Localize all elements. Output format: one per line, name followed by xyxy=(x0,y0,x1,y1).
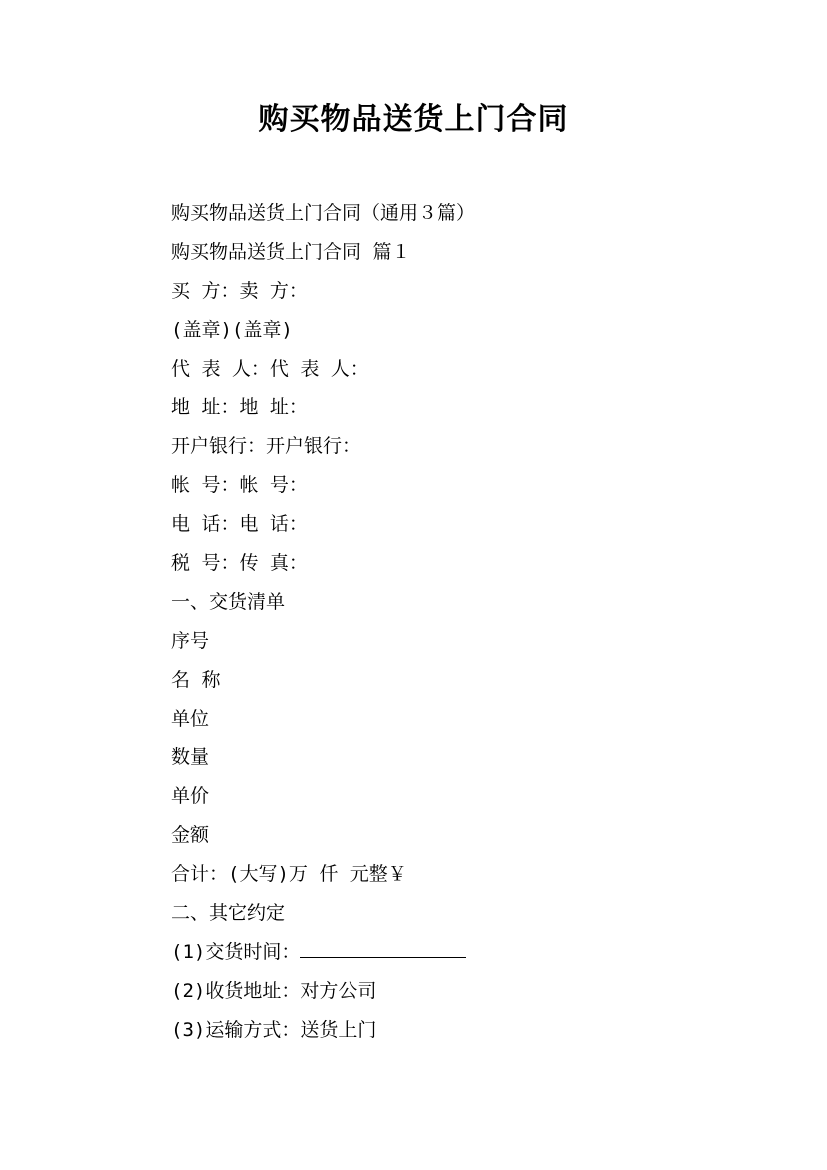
delivery-time-blank xyxy=(300,939,466,958)
party-row-seal: (盖章)(盖章) xyxy=(171,318,293,341)
party-row-bank: 开户银行：开户银行： xyxy=(171,435,362,458)
document-body xyxy=(171,194,771,1050)
party-row-address: 地 址：地 址： xyxy=(171,396,308,419)
list-item-unit-price: 单价 xyxy=(171,785,210,808)
contract-heading: 购买物品送货上门合同（通用３篇） xyxy=(171,202,476,224)
party-row-account: 帐 号：帐 号： xyxy=(171,474,308,497)
contract-subheading: 购买物品送货上门合同 篇１ xyxy=(171,240,411,263)
party-row-tax-fax: 税 号：传 真： xyxy=(171,552,308,575)
list-item-serial: 序号 xyxy=(171,629,210,652)
list-item-quantity: 数量 xyxy=(171,746,210,769)
term-transport-method: (3)运输方式：送货上门 xyxy=(171,1018,377,1041)
party-row-phone: 电 话：电 话： xyxy=(171,513,308,536)
document-title: 购买物品送货上门合同 xyxy=(258,102,569,137)
party-row-buyer-seller: 买 方：卖 方： xyxy=(171,279,308,302)
term-delivery-time xyxy=(171,933,771,972)
list-item-amount: 金额 xyxy=(171,824,210,847)
list-item-name: 名 称 xyxy=(171,668,221,691)
total-amount-line: 合计：(大写)万 仟 元整￥ xyxy=(171,863,407,886)
term-delivery-time-label: (1)交货时间： xyxy=(171,940,301,963)
party-row-representative: 代 表 人：代 表 人： xyxy=(171,357,369,380)
list-item-unit: 单位 xyxy=(171,707,210,730)
section-heading-other-terms: 二、其它约定 xyxy=(171,902,286,925)
term-delivery-address: (2)收货地址：对方公司 xyxy=(171,979,377,1002)
section-heading-delivery-list: 一、交货清单 xyxy=(171,590,286,613)
